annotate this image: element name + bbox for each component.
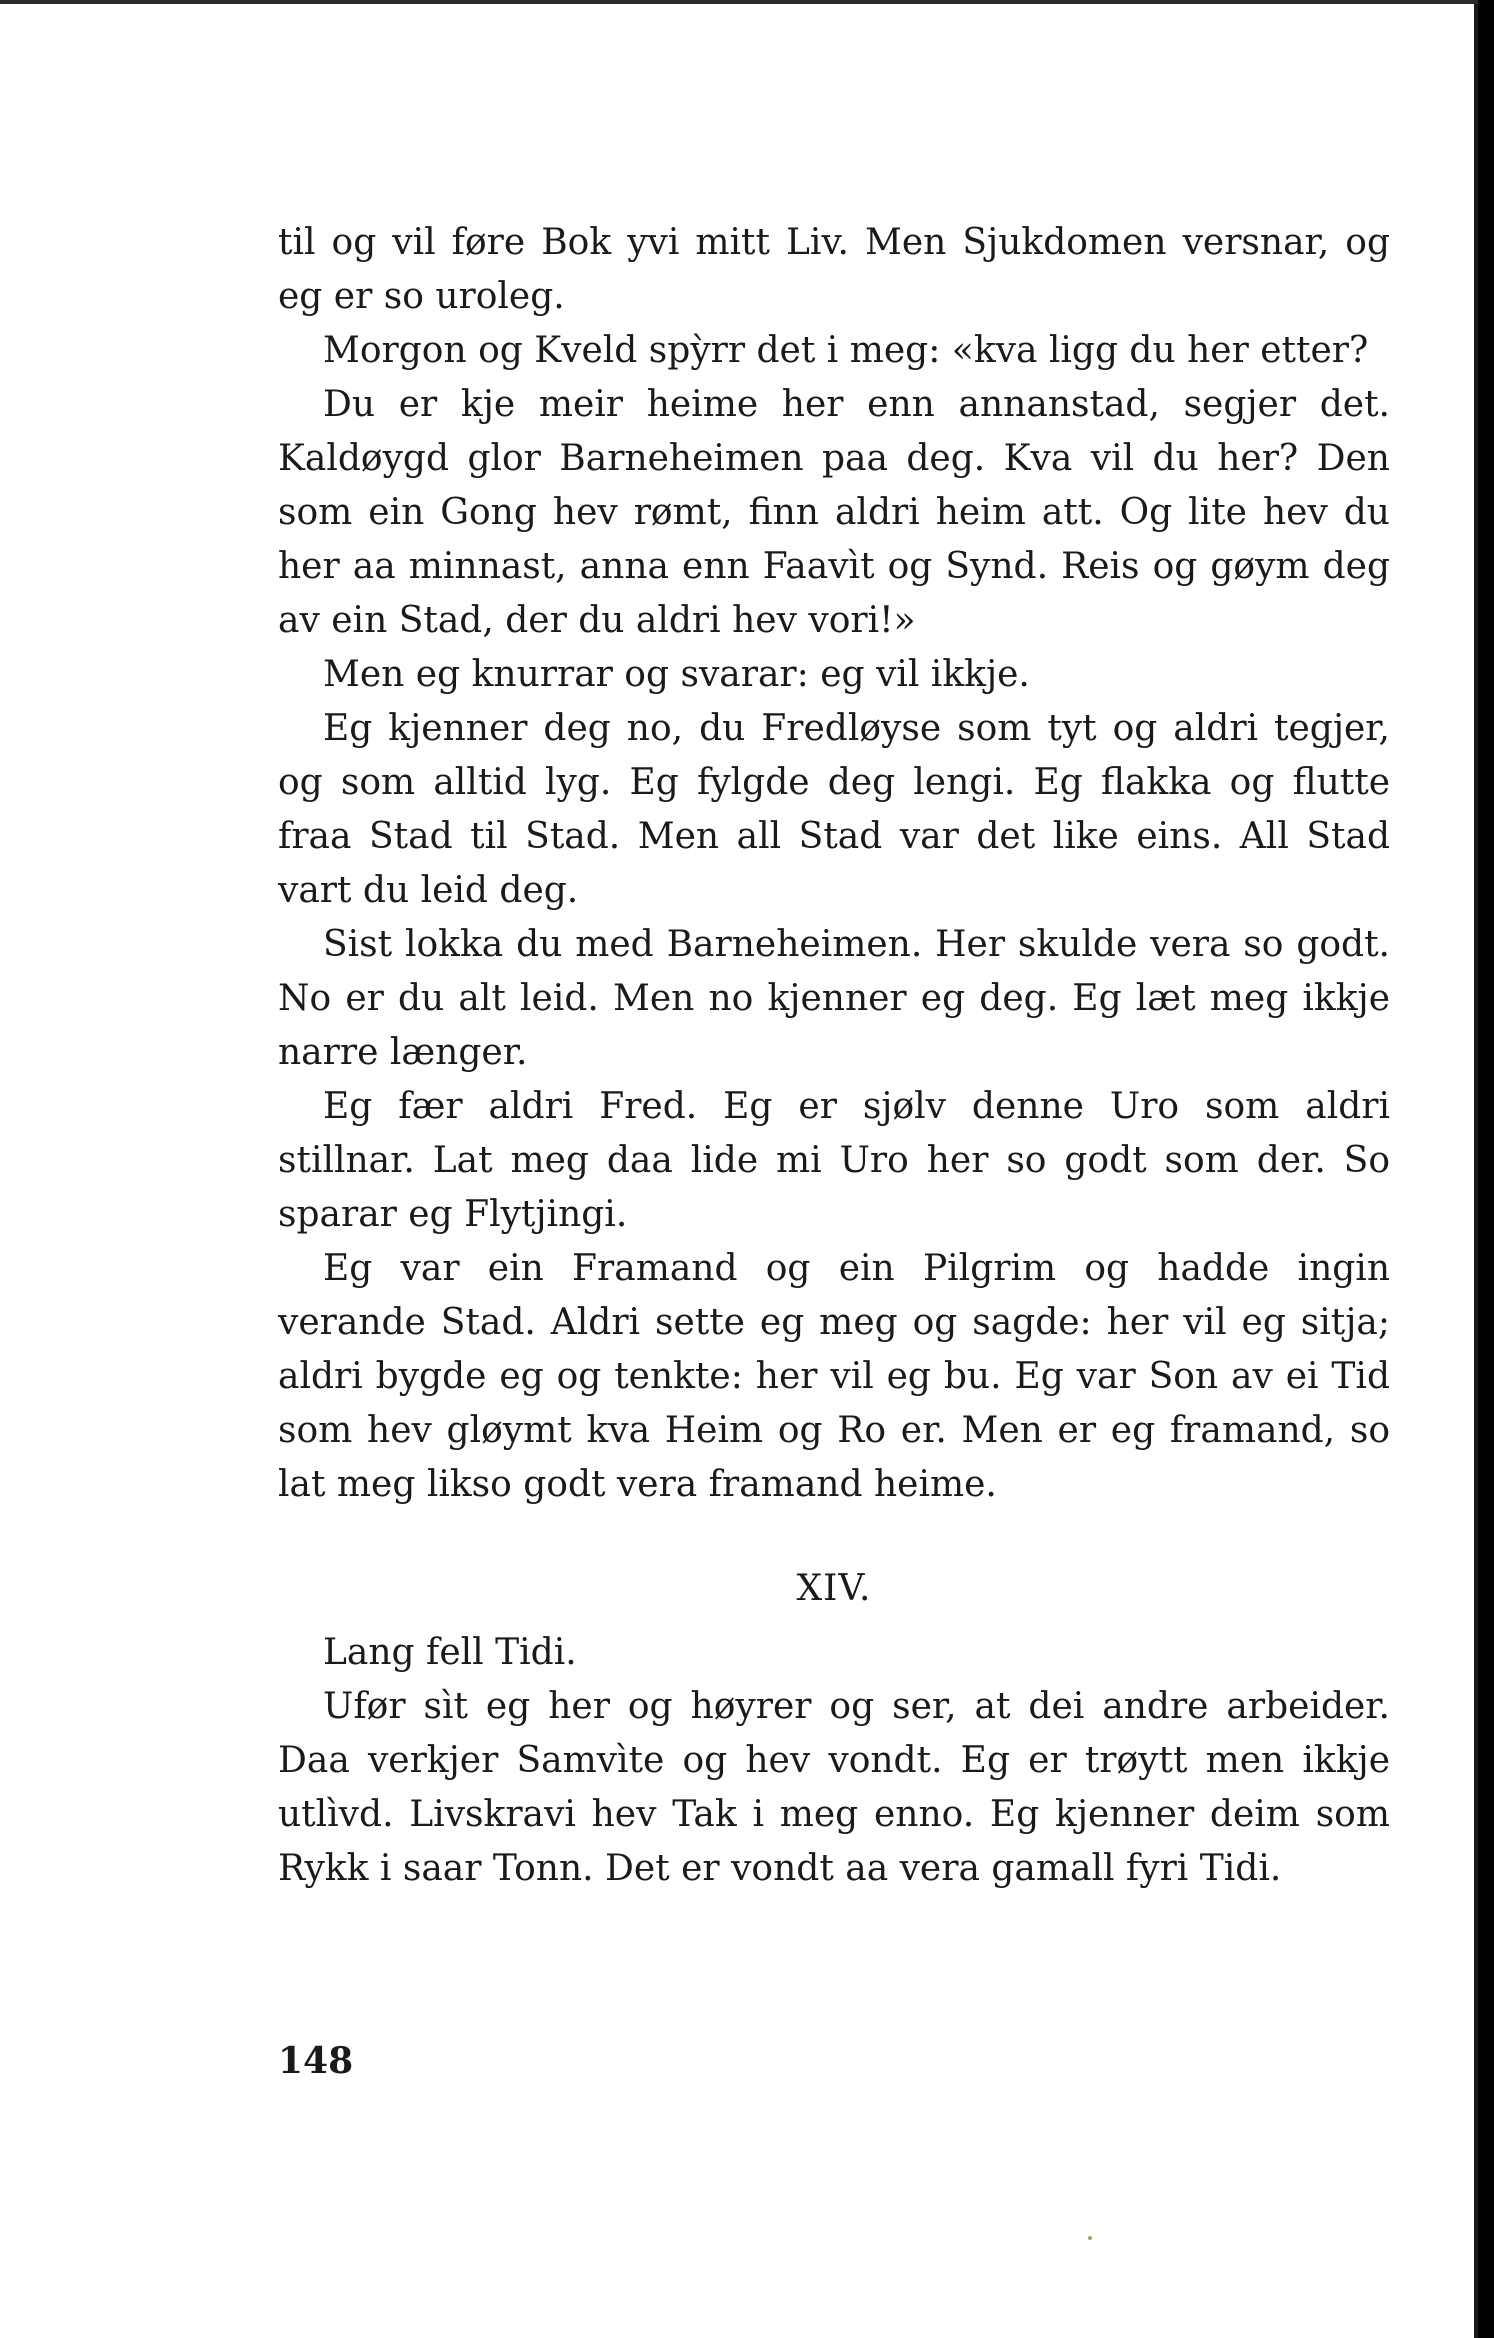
text-block — [278, 216, 1390, 1896]
paper-speck — [1088, 2236, 1092, 2240]
paragraph: Eg var ein Framand og ein Pilgrim og hadde ingin verande Stad. Aldri sette eg meg og sagde: her vil eg sitja; aldri bygde eg og tenkte: her vil eg bu. Eg var Son av ei Tid som hev gløymt kva Heim og Ro er. Men er eg framand, so lat meg likso godt vera framand heime. — [278, 1248, 1390, 1505]
page-top-edge — [0, 0, 1478, 4]
page-number: 148 — [278, 2040, 354, 2082]
paragraph: Ufør sìt eg her og høyrer og ser, at dei andre arbeider. Daa verkjer Samvìte og hev vondt. Eg er trøytt men ikkje utlìvd. Livskravi hev Tak i meg enno. Eg kjenner deim som Rykk i saar Tonn. Det er vondt aa vera gamall fyri Tidi. — [278, 1686, 1390, 1889]
paragraph: Sist lokka du med Barneheimen. Her skulde vera so godt. No er du alt leid. Men no kjenner eg deg. Eg læt meg ikkje narre længer. — [278, 924, 1390, 1073]
paragraph: Morgon og Kveld spỳrr det i meg: «kva ligg du her etter? — [323, 330, 1369, 371]
section-heading: XIV. — [796, 1568, 872, 1609]
paragraph: Du er kje meir heime her enn annanstad, segjer det. Kaldøygd glor Barneheimen paa deg. Kva vil du her? Den som ein Gong hev rømt, finn aldri heim att. Og lite hev du her aa minnast, anna enn Faavìt og Synd. Reis og gøym deg av ein Stad, der du aldri hev vori!» — [278, 384, 1390, 641]
paragraph: Eg fær aldri Fred. Eg er sjølv denne Uro som aldri stillnar. Lat meg daa lide mi Uro her so godt som der. So sparar eg Flytjingi. — [278, 1086, 1390, 1235]
paragraph: Lang fell Tidi. — [323, 1632, 577, 1673]
paragraph: til og vil føre Bok yvi mitt Liv. Men Sjukdomen versnar, og eg er so uroleg. — [278, 222, 1390, 317]
paragraph: Men eg knurrar og svarar: eg vil ikkje. — [323, 654, 1030, 695]
paragraph: Eg kjenner deg no, du Fredløyse som tyt og aldri tegjer, og som alltid lyg. Eg fylgde deg lengi. Eg flakka og flutte fraa Stad til Stad. Men all Stad var det like eins. All Stad vart du leid deg. — [278, 708, 1390, 911]
